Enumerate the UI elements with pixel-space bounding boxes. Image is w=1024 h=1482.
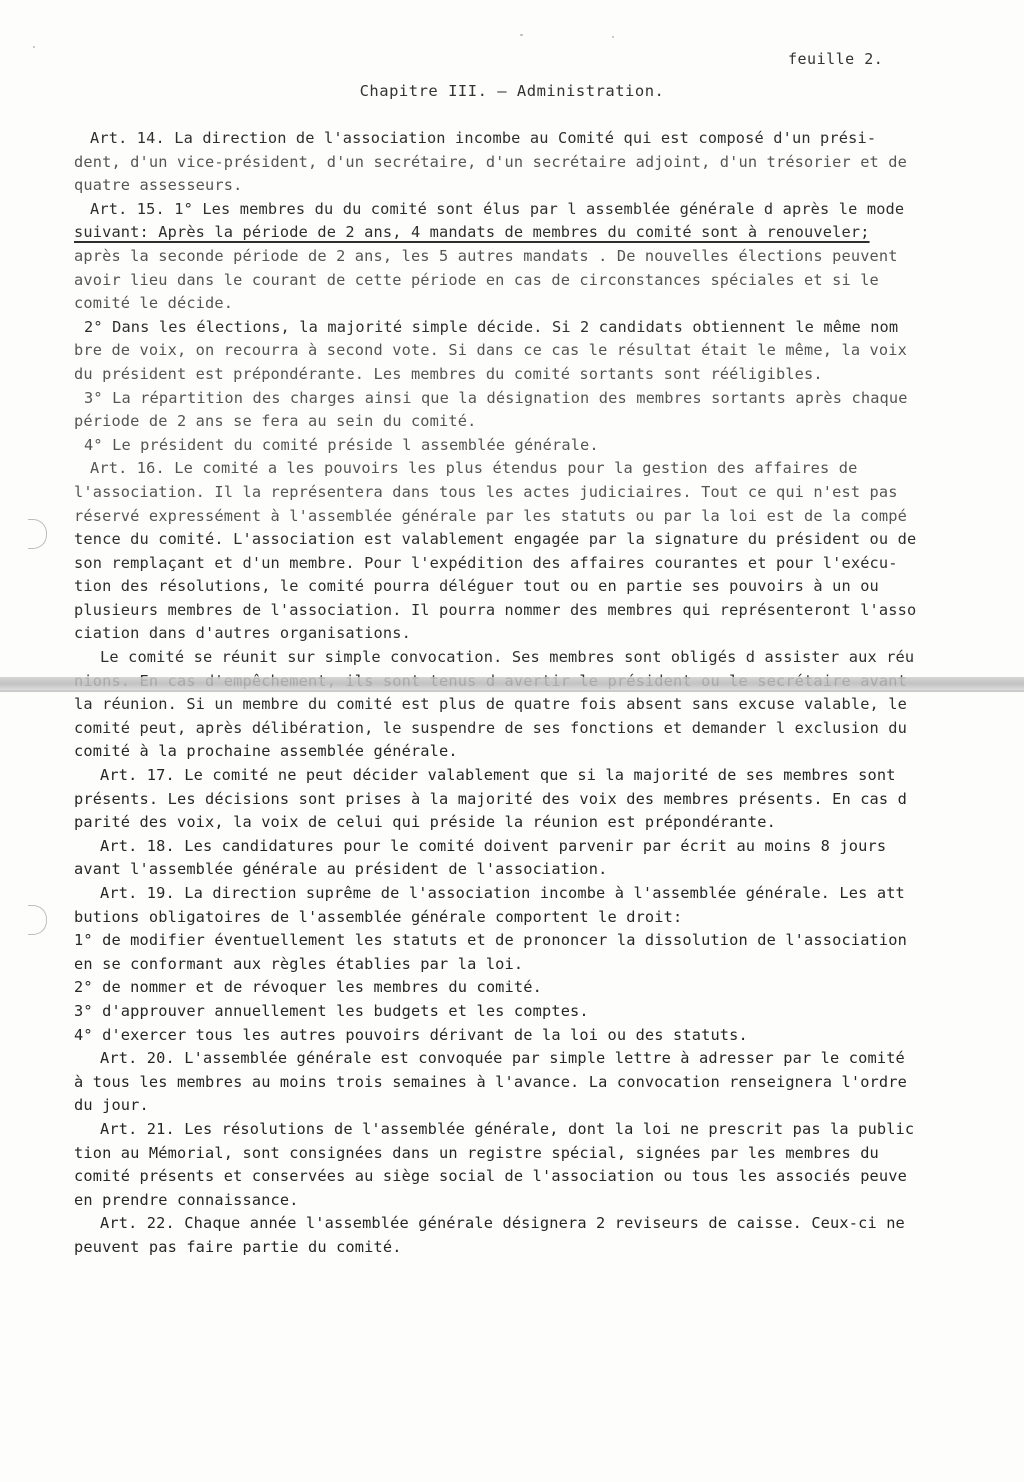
text-line: en prendre connaissance. [74,1190,299,1209]
text-line: quatre assesseurs. [74,176,243,195]
text-line: comité présents et conservées au siège social de l'association ou tous les associés peuve [74,1167,907,1186]
text-line: après la seconde période de 2 ans, les 5 autres mandats . De nouvelles élections peuvent [74,246,898,265]
text-line: 4° d'exercer tous les autres pouvoirs dérivant de la loi ou des statuts. [74,1025,748,1044]
chapter-title: Chapitre III. — Administration. [359,82,665,100]
text-line-underlined: suivant: Après la période de 2 ans, 4 mandats de membres du comité sont à renouveler; [74,223,870,242]
text-line: Art. 18. Les candidatures pour le comité doivent parvenir par écrit au moins 8 jours [100,836,887,855]
text-line: tion des résolutions, le comité pourra déléguer tout ou en partie ses pouvoirs à un ou [74,577,879,596]
chapter-body [74,127,1022,1260]
text-line: 3° La répartition des charges ainsi que la désignation des membres sortants après chaque [84,388,908,407]
text-line: 2° Dans les élections, la majorité simple décide. Si 2 candidats obtiennent le même nom [84,317,899,336]
text-line: Art. 20. L'assemblée générale est convoquée par simple lettre à adresser par le comité [100,1049,905,1068]
text-line: en se conformant aux règles établies par la loi. [74,954,524,973]
text-line: bre de voix, on recourra à second vote. Si dans ce cas le résultat était le même, la voix [74,341,907,360]
text-line: comité peut, après délibération, le suspendre de ses fonctions et demander l exclusion du [74,718,907,737]
text-line: 4° Le président du comité préside l assemblée générale. [84,435,599,454]
text-line: parité des voix, la voix de celui qui préside la réunion est prépondérante. [74,813,776,832]
text-line: la réunion. Si un membre du comité est plus de quatre fois absent sans excuse valable, le [74,695,907,714]
punch-hole-icon [28,519,47,549]
text-line: réservé expressément à l'assemblée générale par les statuts ou par la loi est de la compé [74,506,907,525]
text-line: Art. 16. Le comité a les pouvoirs les plus étendus pour la gestion des affaires de [90,459,858,478]
text-line: butions obligatoires de l'assemblée générale comportent le droit: [74,907,683,926]
text-line: Art. 19. La direction suprême de l'association incombe à l'assemblée générale. Les att [100,884,905,902]
text-line: période de 2 ans se fera au sein du comité. [74,412,477,431]
text-line: avoir lieu dans le courant de cette période en cas de circonstances spéciales et si le [74,270,879,289]
text-line: dent, d'un vice-président, d'un secrétaire, d'un secrétaire adjoint, d'un trésorier et de [74,152,907,171]
text-line: Art. 17. Le comité ne peut décider valablement que si la majorité de ses membres sont [100,766,896,785]
text-line: du jour. [74,1096,149,1115]
text-line: comité à la prochaine assemblée générale. [74,742,458,761]
scan-speck [33,46,35,48]
text-line: Art. 21. Les résolutions de l'assemblée générale, dont la loi ne prescrit pas la public [100,1119,915,1138]
text-line: Art. 22. Chaque année l'assemblée générale désignera 2 reviseurs de caisse. Ceux-ci ne [100,1214,905,1233]
text-line: présents. Les décisions sont prises à la majorité des voix des membres présents. En cas d [74,789,907,808]
scan-artifact-band [0,677,1024,690]
text-line: 2° de nommer et de révoquer les membres du comité. [74,978,542,997]
text-line: 3° d'approuver annuellement les budgets et les comptes. [74,1001,589,1020]
text-line: du président est prépondérante. Les membres du comité sortants sont rééligibles. [74,364,823,383]
sheet-number: feuille 2. [788,50,884,68]
text-line: peuvent pas faire partie du comité. [74,1237,402,1256]
text-line: 1° de modifier éventuellement les statuts et de prononcer la dissolution de l'association [74,931,907,950]
scan-artifact-edge [0,690,1024,692]
text-line: comité le décide. [74,294,234,313]
text-line: ciation dans d'autres organisations. [74,624,411,643]
text-line: son remplaçant et d'un membre. Pour l'expédition des affaires courantes et pour l'exécu- [74,553,898,572]
scan-speck [612,36,614,38]
punch-hole-icon [28,905,47,935]
text-line: tence du comité. L'association est valablement engagée par la signature du président ou de [74,530,917,549]
text-line: tion au Mémorial, sont consignées dans un registre spécial, signées par les membres du [74,1143,879,1162]
text-line: avant l'assemblée générale au président de l'association. [74,860,608,879]
scan-speck [520,34,523,36]
text-line: Art. 15. 1° Les membres du du comité sont élus par l assemblée générale d après le mode [90,199,905,218]
text-line: Art. 14. La direction de l'association incombe au Comité qui est composé d'un prési- [90,129,877,147]
text-line: à tous les membres au moins trois semaines à l'avance. La convocation renseignera l'ordre [74,1072,907,1091]
text-line: Le comité se réunit sur simple convocation. Ses membres sont obligés d assister aux réu [100,648,915,667]
text-line: plusieurs membres de l'association. Il pourra nommer des membres qui représenteront l'asso [74,600,917,619]
text-line: l'association. Il la représentera dans tous les actes judiciaires. Tout ce qui n'est pas [74,482,898,501]
